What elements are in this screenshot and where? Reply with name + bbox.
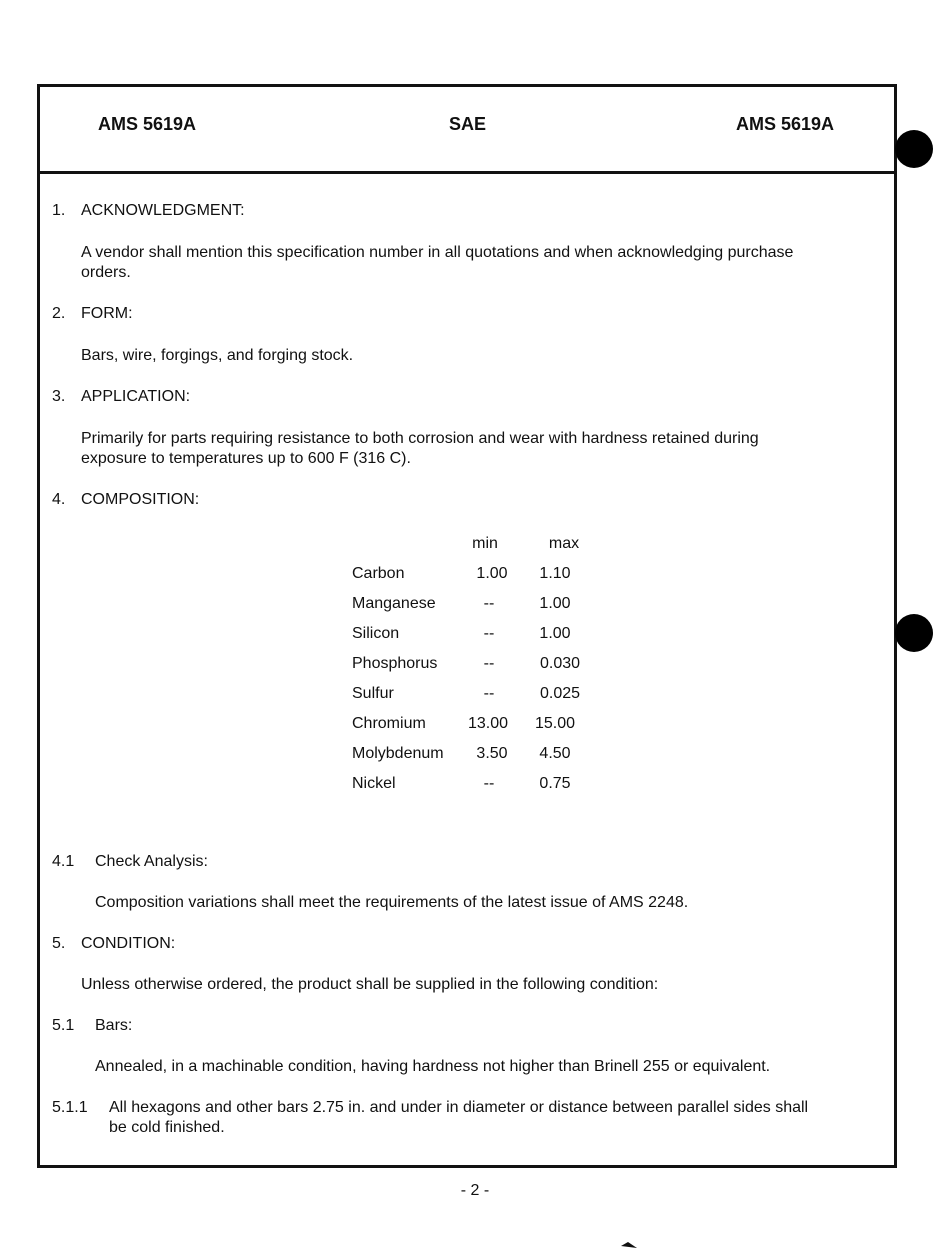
element-name: Nickel	[352, 775, 396, 792]
section-3-body-line2: exposure to temperatures up to 600 F (316 C).	[81, 450, 411, 467]
section-5-body: Unless otherwise ordered, the product shall be supplied in the following condition:	[81, 976, 659, 993]
element-max: 0.025	[539, 685, 581, 702]
section-5-1-number: 5.1	[52, 1017, 75, 1034]
element-min: 3.50	[476, 745, 508, 762]
element-max: 15.00	[534, 715, 576, 732]
section-4-1-title: Check Analysis:	[95, 853, 208, 870]
element-max: 0.75	[539, 775, 571, 792]
column-header-max: max	[548, 535, 580, 552]
element-name: Phosphorus	[352, 655, 438, 672]
revision-marker-dot	[895, 130, 933, 168]
element-max: 4.50	[539, 745, 571, 762]
element-min: --	[483, 655, 495, 672]
element-name: Silicon	[352, 625, 400, 642]
column-header-min: min	[472, 535, 498, 552]
element-name: Manganese	[352, 595, 436, 612]
element-max: 0.030	[539, 655, 581, 672]
section-5-1-1-number: 5.1.1	[52, 1099, 88, 1116]
section-4-1-body: Composition variations shall meet the requirements of the latest issue of AMS 2248.	[95, 894, 689, 911]
header-right-doc-number: AMS 5619A	[736, 114, 835, 134]
page-number: - 2 -	[460, 1182, 490, 1199]
section-2-title: FORM:	[81, 305, 133, 322]
element-min: 1.00	[476, 565, 508, 582]
section-3-body-line1: Primarily for parts requiring resistance to both corrosion and wear with hardness retained during	[81, 430, 759, 447]
element-max: 1.10	[539, 565, 571, 582]
element-max: 1.00	[539, 625, 571, 642]
section-4-1-number: 4.1	[52, 853, 75, 870]
section-5-title: CONDITION:	[81, 935, 176, 952]
header-left-doc-number: AMS 5619A	[98, 114, 197, 134]
element-name: Molybdenum	[352, 745, 444, 762]
section-1-number: 1.	[52, 202, 66, 219]
section-4-title: COMPOSITION:	[81, 491, 200, 508]
element-min: 13.00	[467, 715, 509, 732]
element-name: Carbon	[352, 565, 405, 582]
header-center-org: SAE	[449, 114, 487, 134]
page-header	[40, 87, 894, 174]
section-5-1-1-body-line2: be cold finished.	[109, 1119, 225, 1136]
element-min: --	[483, 595, 495, 612]
element-max: 1.00	[539, 595, 571, 612]
section-3-number: 3.	[52, 388, 66, 405]
section-5-1-1-body-line1: All hexagons and other bars 2.75 in. and under in diameter or distance between parallel sides shall	[109, 1099, 809, 1116]
element-name: Chromium	[352, 715, 426, 732]
section-5-1-title: Bars:	[95, 1017, 133, 1034]
scan-mark-icon	[620, 1240, 640, 1250]
section-5-number: 5.	[52, 935, 66, 952]
section-1-body-line2: orders.	[81, 264, 131, 281]
section-2-number: 2.	[52, 305, 66, 322]
revision-marker-dot	[895, 614, 933, 652]
section-4-number: 4.	[52, 491, 66, 508]
section-5-1-body: Annealed, in a machinable condition, having hardness not higher than Brinell 255 or equivalent.	[95, 1058, 771, 1075]
section-2-body: Bars, wire, forgings, and forging stock.	[81, 347, 354, 364]
element-min: --	[483, 775, 495, 792]
element-min: --	[483, 625, 495, 642]
element-min: --	[483, 685, 495, 702]
section-1-body-line1: A vendor shall mention this specification number in all quotations and when acknowledging purchase	[81, 244, 794, 261]
element-name: Sulfur	[352, 685, 394, 702]
section-3-title: APPLICATION:	[81, 388, 191, 405]
section-1-title: ACKNOWLEDGMENT:	[81, 202, 245, 219]
